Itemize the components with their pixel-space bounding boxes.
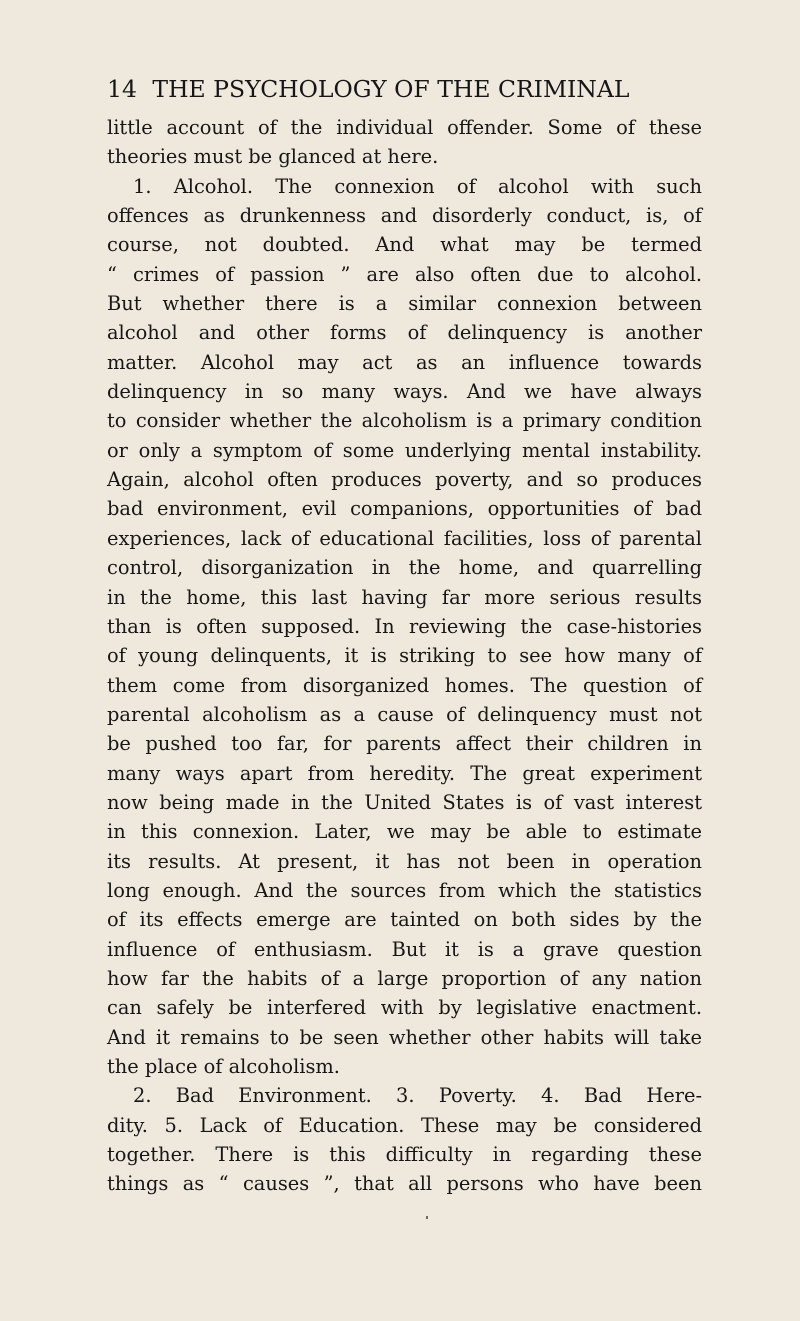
text-line: long enough. And the sources from which the statistics <box>107 878 702 902</box>
text-line: bad environment, evil companions, opportunities of bad <box>107 497 702 521</box>
text-line: or only a symptom of some underlying mental instability. <box>107 438 702 462</box>
text-line: can safely be interfered with by legislative enactment. <box>107 996 702 1020</box>
text-line: alcohol and other forms of delinquency is another <box>107 321 702 345</box>
text-line: them come from disorganized homes. The question of <box>107 673 702 697</box>
text-line: to consider whether the alcoholism is a primary condition <box>107 409 702 433</box>
text-line: delinquency in so many ways. And we have always <box>107 380 702 404</box>
print-speck <box>426 1216 428 1219</box>
text-line: its results. At present, it has not been in operation <box>107 849 702 873</box>
text-line: of young delinquents, it is striking to see how many of <box>107 644 702 668</box>
text-line: control, disorganization in the home, and quarrelling <box>107 556 702 580</box>
text-line: matter. Alcohol may act as an influence towards <box>107 350 702 374</box>
text-line: influence of enthusiasm. But it is a grave question <box>107 937 702 961</box>
text-line: parental alcoholism as a cause of delinquency must not <box>107 702 702 726</box>
text-line: theories must be glanced at here. <box>107 145 439 169</box>
body-text <box>107 113 702 1199</box>
text-line: 2. Bad Environment. 3. Poverty. 4. Bad Here- <box>133 1084 702 1108</box>
running-title: THE PSYCHOLOGY OF THE CRIMINAL <box>152 75 630 103</box>
text-line: things as “ causes ”, that all persons who have been <box>107 1172 702 1196</box>
text-line: be pushed too far, for parents affect their children in <box>107 732 702 756</box>
text-line: in this connexion. Later, we may be able to estimate <box>107 820 702 844</box>
text-line: dity. 5. Lack of Education. These may be considered <box>107 1113 702 1137</box>
running-head <box>107 71 702 107</box>
text-line: now being made in the United States is of vast interest <box>107 790 702 814</box>
text-line: 1. Alcohol. The connexion of alcohol with such <box>133 174 702 198</box>
text-line: experiences, lack of educational facilities, loss of parental <box>107 526 702 550</box>
page-number: 14 <box>107 75 137 103</box>
text-line: how far the habits of a large proportion of any nation <box>107 966 702 990</box>
text-line: little account of the individual offender. Some of these <box>107 116 702 139</box>
text-line: And it remains to be seen whether other habits will take <box>107 1025 702 1049</box>
text-line: But whether there is a similar connexion between <box>107 292 702 316</box>
text-line: the place of alcoholism. <box>107 1055 340 1078</box>
text-line: together. There is this difficulty in regarding these <box>107 1143 702 1167</box>
text-line: Again, alcohol often produces poverty, and so produces <box>107 468 702 492</box>
text-line: of its effects emerge are tainted on both sides by the <box>107 908 702 932</box>
text-line: course, not doubted. And what may be termed <box>107 233 702 257</box>
text-line: “ crimes of passion ” are also often due to alcohol. <box>107 262 702 286</box>
text-line: in the home, this last having far more serious results <box>107 585 702 609</box>
text-line: many ways apart from heredity. The great experiment <box>107 761 702 785</box>
text-line: offences as drunkenness and disorderly conduct, is, of <box>107 204 702 228</box>
text-line: than is often supposed. In reviewing the case-histories <box>107 614 702 638</box>
